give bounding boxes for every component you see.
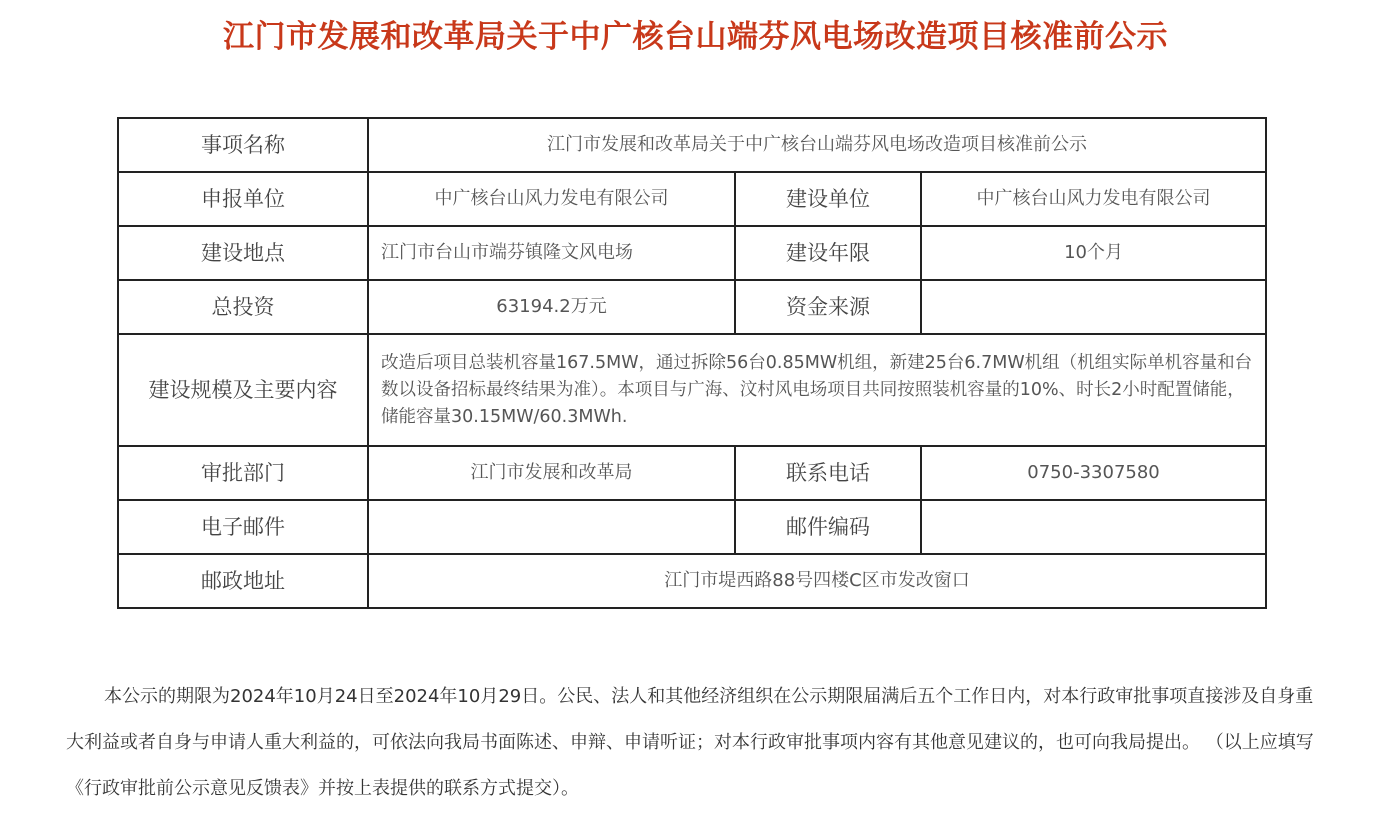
investment-label: 总投资 <box>118 280 368 334</box>
scale-label: 建设规模及主要内容 <box>118 334 368 446</box>
duration-value: 10个月 <box>921 226 1266 280</box>
table-row <box>118 500 1266 554</box>
builder-value: 中广核台山风力发电有限公司 <box>921 172 1266 226</box>
applicant-label: 申报单位 <box>118 172 368 226</box>
table-row <box>118 554 1266 608</box>
dept-value: 江门市发展和改革局 <box>368 446 735 500</box>
postcode-label: 邮件编码 <box>735 500 921 554</box>
funding-label: 资金来源 <box>735 280 921 334</box>
email-label: 电子邮件 <box>118 500 368 554</box>
postcode-value <box>921 500 1266 554</box>
phone-value: 0750-3307580 <box>921 446 1266 500</box>
page-title: 江门市发展和改革局关于中广核台山端芬风电场改造项目核准前公示 <box>223 19 1168 55</box>
scale-value: 改造后项目总装机容量167.5MW，通过拆除56台0.85MW机组，新建25台6.7MW机组（机组实际单机容量和台数以设备招标最终结果为准）。本项目与广海、汶村风电场项目共同按照装机容量的10%、时长2小时配置储能，储能容量30.15MW/60.3MWh. <box>368 334 1266 446</box>
table-row <box>118 446 1266 500</box>
table-row <box>118 118 1266 172</box>
address-label: 邮政地址 <box>118 554 368 608</box>
email-value <box>368 500 735 554</box>
table-row <box>118 334 1266 446</box>
item-name-value: 江门市发展和改革局关于中广核台山端芬风电场改造项目核准前公示 <box>368 118 1266 172</box>
builder-label: 建设单位 <box>735 172 921 226</box>
table-row <box>118 280 1266 334</box>
project-info-table <box>117 117 1267 609</box>
table-row <box>118 172 1266 226</box>
table-row <box>118 226 1266 280</box>
applicant-value: 中广核台山风力发电有限公司 <box>368 172 735 226</box>
item-name-label: 事项名称 <box>118 118 368 172</box>
address-value: 江门市堤西路88号四楼C区市发改窗口 <box>368 554 1266 608</box>
phone-label: 联系电话 <box>735 446 921 500</box>
investment-value: 63194.2万元 <box>368 280 735 334</box>
funding-value <box>921 280 1266 334</box>
duration-label: 建设年限 <box>735 226 921 280</box>
dept-label: 审批部门 <box>118 446 368 500</box>
location-label: 建设地点 <box>118 226 368 280</box>
notice-paragraph: 本公示的期限为2024年10月24日至2024年10月29日。公民、法人和其他经济组织在公示期限届满后五个工作日内，对本行政审批事项直接涉及自身重大利益或者自身与申请人重大利益的，可依法向我局书面陈述、申辩、申请听证；对本行政审批事项内容有其他意见建议的，也可向我局提出。 （以上应填写《行政审批前公示意见反馈表》并按上表提供的联系方式提交）。 <box>66 686 1314 799</box>
location-value: 江门市台山市端芬镇隆文风电场 <box>368 226 735 280</box>
